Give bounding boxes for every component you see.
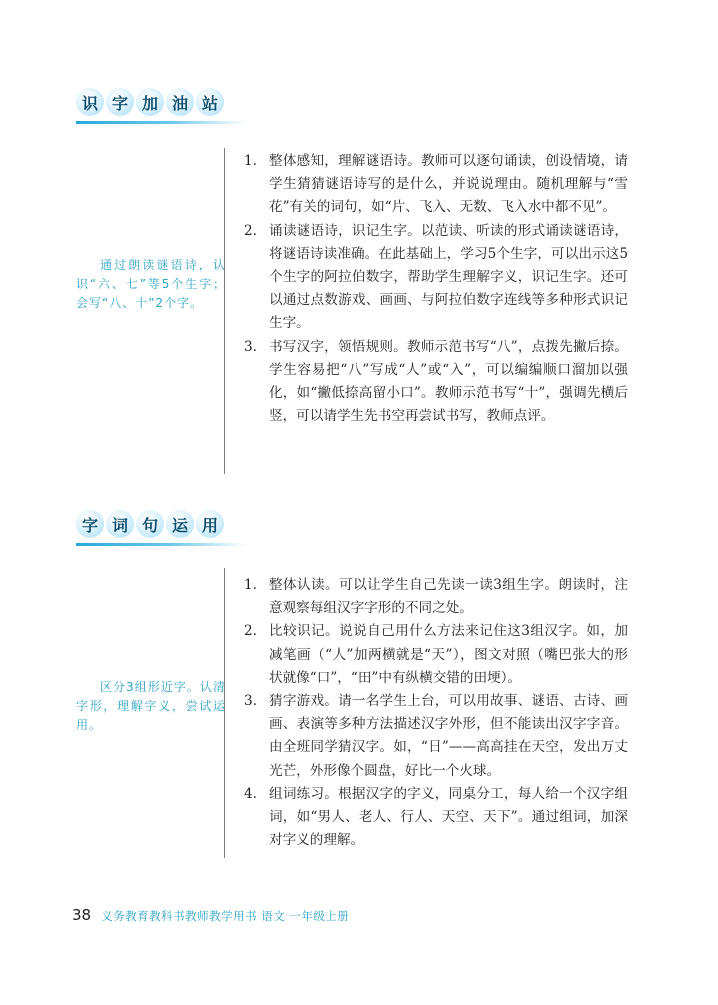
page-footer (72, 906, 349, 924)
section-header-2 (76, 510, 224, 544)
side-note-2: 区分3组形近字。认清字形，理解字义，尝试运用。 (76, 680, 226, 732)
item-text: 诵读谜语诗，识记生字。以范读、听读的形式诵读谜语诗，将谜语诗读准确。在此基础上，学习5个生字，可以出示这5个生字的阿拉伯数字，帮助学生理解字义，识记生字。还可以通过点数游戏、画画、与阿拉伯数字连线等多种形式识记生字。 (269, 222, 628, 332)
title-char: 字 (76, 510, 104, 538)
list-item (244, 336, 628, 429)
title-char: 加 (136, 88, 164, 116)
title-char: 识 (76, 88, 104, 116)
header-underline (76, 121, 246, 124)
title-char: 油 (166, 88, 194, 116)
list-item (244, 220, 628, 336)
title-char: 运 (166, 510, 194, 538)
list-item (244, 150, 628, 220)
item-text: 整体认读。可以让学生自己先读一读3组生字。朗读时，注意观察每组汉字字形的不同之处。 (269, 577, 628, 617)
list-item (244, 783, 628, 853)
book-title: 义务教育教科书教师教学用书 语文 一年级上册 (101, 909, 350, 923)
section-title-1 (76, 88, 224, 116)
section-title-2 (76, 510, 224, 538)
item-number: 1. (244, 153, 257, 169)
item-number: 3. (244, 338, 257, 355)
item-text: 比较识记。说说自己用什么方法来记住这3组汉字。如，加减笔画（“人”加两横就是“天”），图文对照（嘴巴张大的形状就像“口”，“田”中有纵横交错的田埂）。 (269, 623, 628, 686)
item-number: 2. (244, 222, 257, 239)
section-header-1 (76, 88, 224, 122)
item-number: 2. (244, 623, 257, 640)
page-number: 38 (72, 906, 92, 924)
list-item (244, 690, 628, 783)
title-char: 字 (106, 88, 134, 116)
content-list-1 (244, 150, 628, 428)
header-underline (76, 543, 246, 546)
item-text: 整体感知，理解谜语诗。教师可以逐句诵读，创设情境，请学生猜猜谜语诗写的是什么，并说说理由。随机理解与“雪花”有关的词句，如“片、飞入、无数、飞入水中都不见”。 (269, 153, 628, 216)
title-char: 用 (196, 510, 224, 538)
item-number: 3. (244, 693, 257, 710)
title-char: 词 (106, 510, 134, 538)
item-number: 1. (244, 577, 257, 593)
item-text: 书写汉字，领悟规则。教师示范书写“八”，点拨先撇后捺。学生容易把“八”写成“人”或“入”，可以编编顺口溜加以强化，如“撇低捺高留小口”。教师示范书写“十”，强调先横后竖，可以请学生先书空再尝试书写，教师点评。 (269, 338, 628, 425)
side-note-1: 通过朗读谜语诗，认识“六、七”等5个生字；会写“八、十”2个字。 (76, 258, 226, 310)
item-text: 组词练习。根据汉字的字义，同桌分工，每人给一个汉字组词，如“男人、老人、行人、天空、天下”。通过组词，加深对字义的理解。 (269, 785, 628, 849)
list-item (244, 620, 628, 690)
item-text: 猜字游戏。请一名学生上台，可以用故事、谜语、古诗、画画、表演等多种方法描述汉字外形，但不能读出汉字字音。由全班同学猜汉字。如，“日”——高高挂在天空，发出万丈光芒，外形像个圆盘，好比一个火球。 (269, 693, 628, 779)
item-number: 4. (244, 785, 257, 802)
list-item (244, 574, 628, 620)
content-list-2 (244, 574, 628, 852)
title-char: 站 (196, 88, 224, 116)
title-char: 句 (136, 510, 164, 538)
